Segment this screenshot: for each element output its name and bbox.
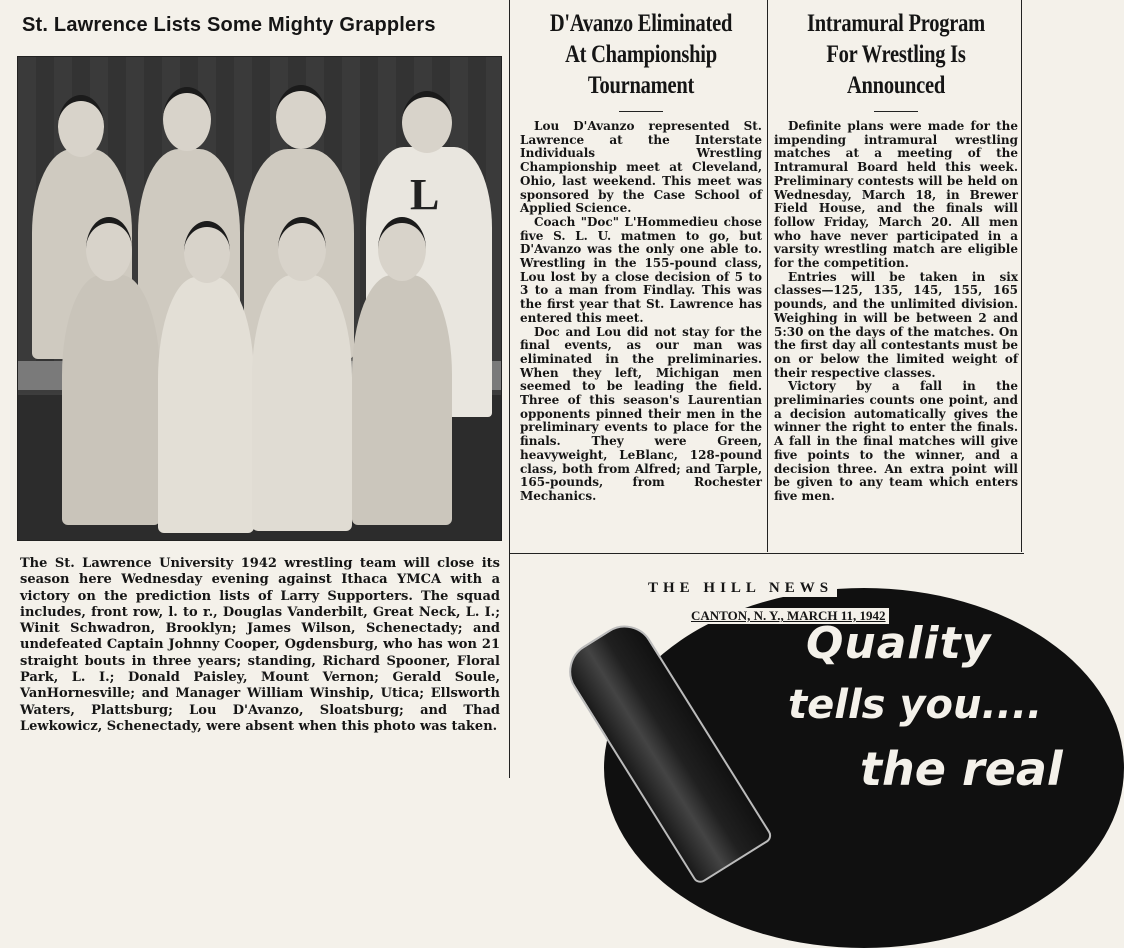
team-photo xyxy=(17,56,502,541)
newspaper-name: THE HILL NEWS xyxy=(644,580,837,597)
wrestler-head xyxy=(378,217,426,281)
ad-slogan-line: Quality xyxy=(806,618,992,669)
intramural-headline: Intramural Program For Wrestling Is Announced xyxy=(807,10,985,99)
wrestler-figure xyxy=(158,277,254,533)
ad-slogan-line: tells you.... xyxy=(788,682,1043,728)
wrestler-head xyxy=(184,221,230,283)
wrestler-figure xyxy=(352,275,452,525)
paragraph: Coach "Doc" L'Hommedieu chose five S. L. U. matmen to go, but D'Avanzo was the only one able to. Wrestling in the 155-pound class, Lou lost by a close decision of 5 to 3 to a man from Findlay. This was the first year that St. Lawrence has entered this meet. xyxy=(520,214,762,325)
paragraph: Victory by a fall in the preliminaries counts one point, and a decision automatically gives the winner the right to enter the finals. A fall in the final matches will give five points to the winner, and a decision three. An extra point will be given to any team which enters five men. xyxy=(774,379,1018,503)
wrestler-head xyxy=(163,87,211,151)
column-rule xyxy=(509,0,510,778)
paragraph: Entries will be taken in six classes—125, 135, 145, 155, 165 pounds, and the unlimited division. Weighing in will be between 2 and 5:30 on the days of the matches. On the first day all contestants must be on or below the limited weight of their respective classes. xyxy=(774,269,1018,380)
wrestler-head xyxy=(278,217,326,281)
davanzo-headline: D'Avanzo Eliminated At Championship Tournament xyxy=(549,10,733,99)
letter-sweater-emblem: L xyxy=(410,170,440,219)
headline-dash xyxy=(619,111,663,112)
wrestler-figure xyxy=(62,275,160,525)
davanzo-article xyxy=(516,6,766,554)
paragraph: Definite plans were made for the impending intramural wrestling matches at a meeting of the Intramural Board held this week. Preliminary contests will be held on Wednesday, March 18, in Brewer Field House, and the finals will follow Friday, March 20. All men who have never participated in a varsity wrestling match are eligible for the competition. xyxy=(774,119,1018,271)
wrestler-head xyxy=(58,95,104,157)
ad-slogan-line: the real xyxy=(860,742,1063,796)
wrestler-figure xyxy=(252,275,352,531)
paragraph: Doc and Lou did not stay for the final events, as our man was eliminated in the preliminaries. When they left, Michigan men seemed to be leading the field. Three of this season's Laurentian opponents pinned their men in the preliminary events to place for the finals. They were Green, heavyweight, LeBlanc, 128-pound class, both from Alfred; and Tarple, 165-pounds, from Rochester Mechanics. xyxy=(520,324,762,503)
column-rule xyxy=(767,0,768,552)
photo-article xyxy=(12,6,505,772)
advertisement xyxy=(516,560,1063,796)
wrestler-head xyxy=(276,85,326,149)
davanzo-body xyxy=(516,120,766,504)
wrestler-head xyxy=(86,217,132,281)
photo-caption: The St. Lawrence University 1942 wrestling team will close its season here Wednesday evening against Ithaca YMCA with a victory on the prediction lists of Larry Supporters. The squad includes, front row, l. to r., Douglas Vanderbilt, Great Neck, L. I.; Winit Schwadron, Brooklyn; James Wilson, Schenectady; and undefeated Captain Johnny Cooper, Ogdensburg, who has won 21 straight bouts in three years; standing, Richard Spooner, Floral Park, L. I.; Donald Paisley, Mount Vernon; Gerald Soule, VanHornesville; and Manager William Winship, Utica; Ellsworth Waters, Plattsburg; Lou D'Avanzo, Sloatsburg; and Thad Lewkowicz, Schenectady, were absent when this photo was taken. xyxy=(20,556,500,734)
intramural-article xyxy=(770,6,1022,554)
photo-article-headline: St. Lawrence Lists Some Mighty Grapplers xyxy=(22,14,436,36)
intramural-body xyxy=(770,120,1022,504)
dateline: CANTON, N. Y., MARCH 11, 1942 xyxy=(688,608,889,624)
manager-head xyxy=(402,91,452,153)
paragraph: Lou D'Avanzo represented St. Lawrence at the Interstate Individuals Wrestling Championship meet at Cleveland, Ohio, last weekend. This meet was sponsored by the Case School of Applied Science. xyxy=(520,119,762,216)
headline-dash xyxy=(874,111,918,112)
